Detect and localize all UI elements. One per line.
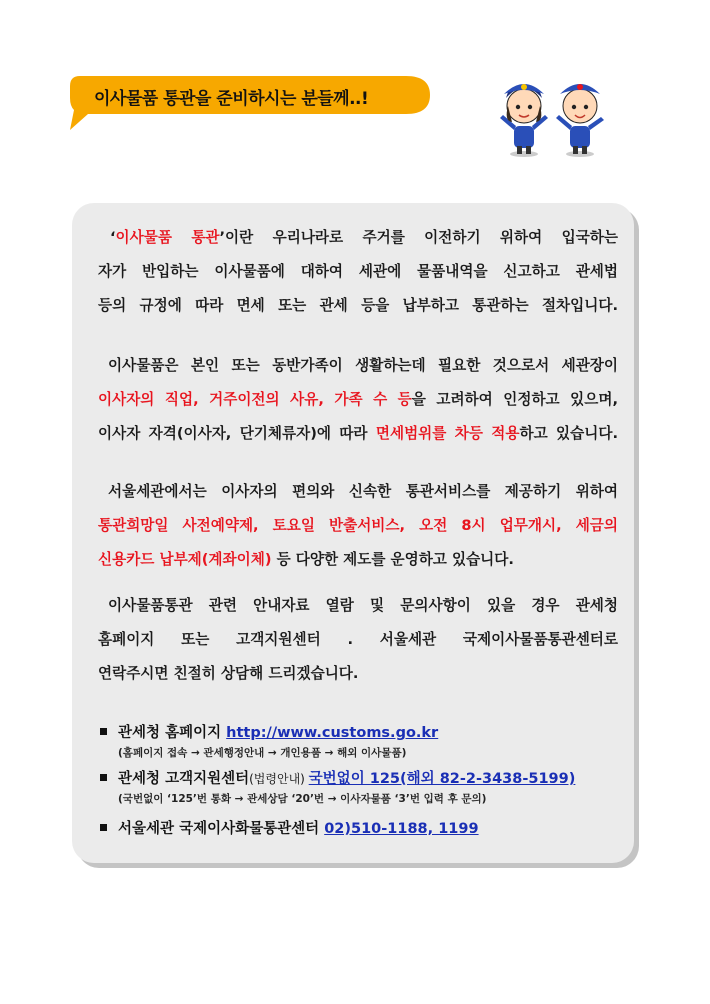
contact-intro-paragraph (98, 589, 618, 691)
banner-title: 이사물품 통관을 준비하시는 분들께..! (94, 89, 369, 109)
contact-list (100, 721, 620, 841)
eligibility-paragraph (98, 349, 618, 451)
contact-intro-line-3: 연락주시면 친절히 상담해 드리겠습니다. (98, 665, 359, 682)
contact-label: 서울세관 국제이사화물통관센터 (118, 821, 325, 837)
services-line-3 (98, 543, 618, 577)
support-phone[interactable]: 국번없이 125(해외 82-2-3438-5199) (308, 771, 576, 787)
customs-mascots-icon (494, 76, 610, 158)
services-line-2: 통관희망일 사전예약제, 토요일 반출서비스, 오전 8시 업무개시, 세금의 (98, 517, 618, 534)
services-line-3-rest: 등 다양한 제도를 운영하고 있습니다. (271, 551, 514, 568)
contact-intro-line-2: 홈페이지 또는 고객지원센터 . 서울세관 국제이사물품통관센터로 (98, 631, 618, 648)
intro-line-1-rest: ’이란 우리나라로 주거를 이전하기 위하여 입국하는 (219, 229, 618, 246)
eligibility-line-2-rest: 을 고려하여 인정하고 있으며, (411, 391, 618, 408)
contact-seoul-customs (100, 817, 620, 841)
intro-quote-open: ‘ (110, 229, 116, 246)
exemption-range: 면세범위를 차등 적용 (375, 425, 520, 442)
seoul-customs-phone[interactable]: 02)510-1188, 1199 (324, 821, 479, 837)
info-card (72, 203, 634, 863)
contact-homepage (100, 721, 620, 745)
contact-support-path: (국번없이 ‘125’번 통화 → 관세상담 ‘20’번 → 이사자물품 ‘3’번 입력 후 문의) (118, 793, 487, 805)
bullet-icon (100, 824, 107, 831)
eligibility-line-3-end: 하고 있습니다. (519, 425, 618, 442)
intro-line-3: 등의 규정에 따라 면세 또는 관세 등을 납부하고 통관하는 절차입니다. (98, 297, 618, 314)
header-banner (70, 76, 430, 114)
bullet-icon (100, 774, 107, 781)
contact-note: (법령안내) (249, 772, 309, 786)
contact-label: 관세청 고객지원센터 (118, 771, 250, 787)
contact-homepage-path: (홈페이지 접속 → 관세행정안내 → 개인용품 → 해외 이사물품) (118, 747, 407, 759)
services-line-1: 서울세관에서는 이사자의 편의와 신속한 통관서비스를 제공하기 위하여 (108, 483, 618, 500)
card-payment: 신용카드 납부제(계좌이체) (98, 551, 272, 568)
eligibility-line-2 (98, 383, 618, 417)
highlight-term: 이사물품 통관 (115, 229, 220, 246)
bullet-icon (100, 728, 107, 735)
contact-label: 관세청 홈페이지 (118, 725, 227, 741)
intro-paragraph (98, 221, 618, 323)
eligibility-line-3-start: 이사자 자격(이사자, 단기체류자)에 따라 (98, 425, 376, 442)
eligibility-criteria: 이사자의 직업, 거주이전의 사유, 가족 수 등 (98, 391, 412, 408)
eligibility-line-3 (98, 417, 618, 451)
services-paragraph (98, 475, 618, 577)
contact-intro-line-1: 이사물품통관 관련 안내자료 열람 및 문의사항이 있을 경우 관세청 (108, 597, 618, 614)
intro-line-2: 자가 반입하는 이사물품에 대하여 세관에 물품내역을 신고하고 관세법 (98, 263, 618, 280)
eligibility-line-1: 이사물품은 본인 또는 동반가족이 생활하는데 필요한 것으로서 세관장이 (108, 357, 618, 374)
intro-line-1 (98, 221, 618, 255)
homepage-link[interactable]: http://www.customs.go.kr (226, 725, 439, 741)
contact-support-center (100, 767, 620, 791)
